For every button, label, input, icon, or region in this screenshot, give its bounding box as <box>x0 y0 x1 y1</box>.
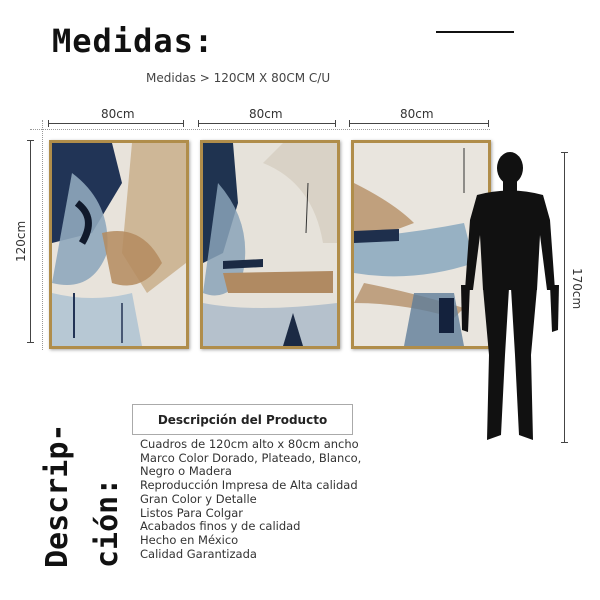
height-rule <box>30 140 31 343</box>
page-title: Medidas: <box>52 22 215 60</box>
decorative-rule <box>436 31 514 33</box>
width-label-2: 80cm <box>249 107 283 121</box>
list-item: Reproducción Impresa de Alta calidad <box>140 478 358 493</box>
list-item: Marco Color Dorado, Plateado, Blanco, <box>140 450 362 465</box>
list-item: Negro o Madera <box>140 464 232 479</box>
list-item: Calidad Garantizada <box>140 546 257 561</box>
width-label-3: 80cm <box>400 107 434 121</box>
list-item: Listos Para Colgar <box>140 505 244 520</box>
width-label-1: 80cm <box>101 107 135 121</box>
height-label: 120cm <box>14 220 28 262</box>
description-side-word-line1: Descrip- <box>40 423 75 568</box>
description-list <box>140 438 361 561</box>
width-rule-3 <box>349 123 489 124</box>
painting-panel-center <box>200 140 340 349</box>
painting-panel-left <box>49 140 189 349</box>
person-height-label: 170cm <box>570 268 584 310</box>
size-subtitle: Medidas > 120CM X 80CM C/U <box>146 71 331 85</box>
person-silhouette <box>455 150 565 449</box>
description-title-box: Descripción del Producto <box>132 404 353 435</box>
width-rule-2 <box>198 123 336 124</box>
width-rule-1 <box>48 123 184 124</box>
person-height-rule <box>564 152 565 443</box>
list-item: Acabados finos y de calidad <box>140 519 301 534</box>
list-item: Cuadros de 120cm alto x 80cm ancho <box>140 437 359 451</box>
list-item: Hecho en México <box>140 532 239 547</box>
list-item: Gran Color y Detalle <box>140 491 257 506</box>
guide-line-left <box>42 120 43 350</box>
description-side-word-line2: ción: <box>90 477 125 568</box>
guide-line-top <box>30 129 490 130</box>
